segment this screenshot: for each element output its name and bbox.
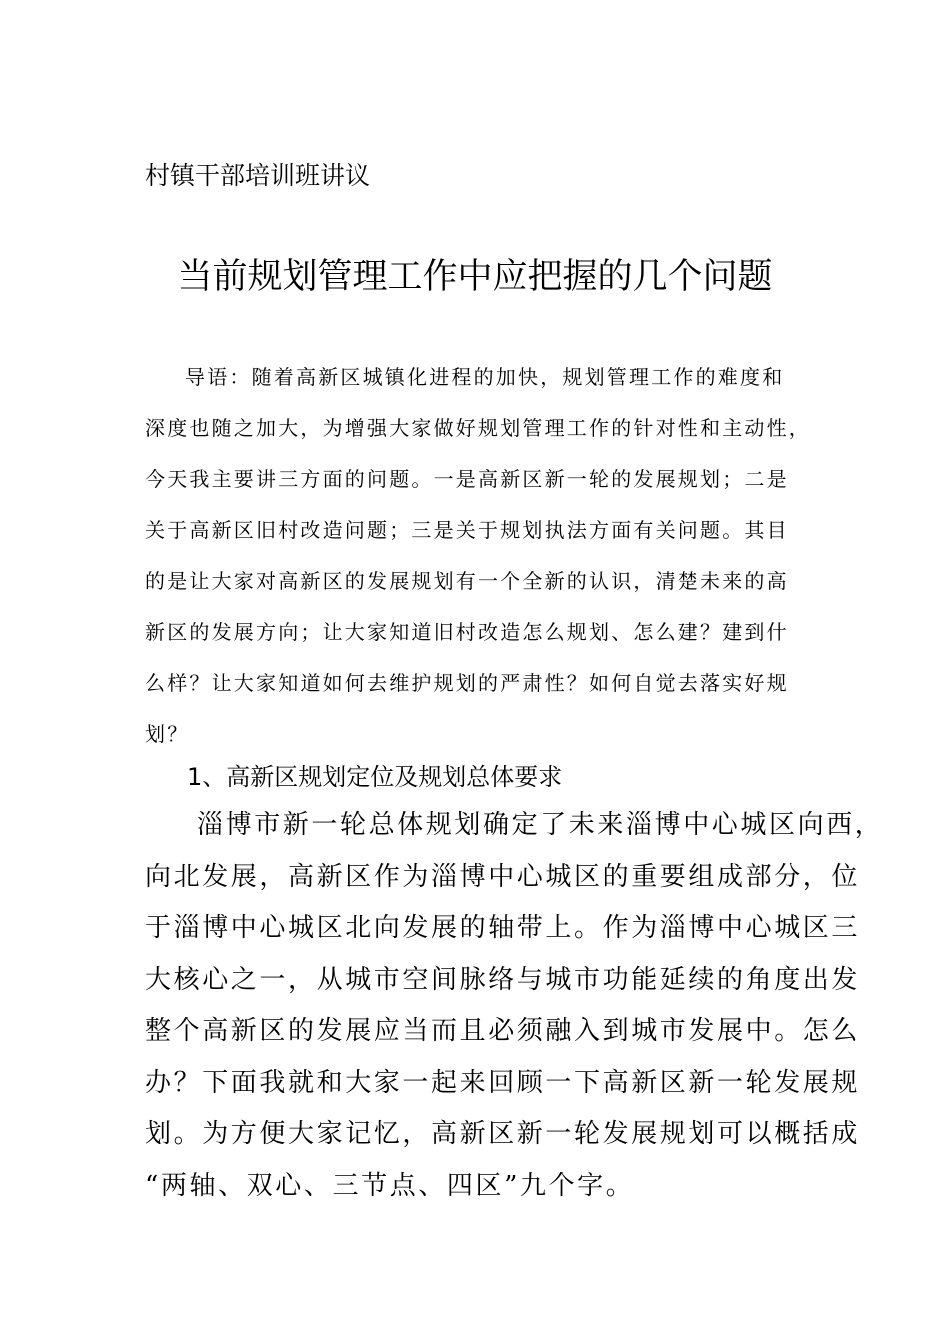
intro-line: 新区的发展方向；让大家知道旧村改造怎么规划、怎么建？建到什 [145, 620, 789, 644]
intro-paragraph [145, 357, 815, 765]
intro-line: 关于高新区旧村改造问题；三是关于规划执法方面有关问题。其目 [145, 518, 789, 542]
body-line: 划。为方便大家记忆，高新区新一轮发展规划可以概括成 [145, 1119, 861, 1149]
intro-line: 今天我主要讲三方面的问题。一是高新区新一轮的发展规划；二是 [145, 467, 789, 491]
body-line: 向北发展，高新区作为淄博中心城区的重要组成部分，位 [145, 861, 861, 892]
body-line: 办？下面我就和大家一起来回顾一下高新区新一轮发展规 [145, 1067, 861, 1098]
body-line: 于淄博中心城区北向发展的轴带上。作为淄博中心城区三 [145, 913, 861, 943]
document-subtitle: 村镇干部培训班讲议 [145, 161, 371, 190]
intro-line: 导语：随着高新区城镇化进程的加快，规划管理工作的难度和 [185, 365, 785, 389]
body-line: 大核心之一，从城市空间脉络与城市功能延续的角度出发 [145, 964, 861, 995]
section-heading: 1、高新区规划定位及规划总体要求 [187, 763, 563, 791]
intro-line: 的是让大家对高新区的发展规划有一个全新的认识，清楚未来的高 [145, 569, 789, 593]
body-paragraph [145, 803, 884, 1215]
body-line: “两轴、双心、三节点、四区”九个字。 [145, 1170, 635, 1201]
intro-line: 划？ [145, 722, 190, 746]
body-line: 整个高新区的发展应当而且必须融入到城市发展中。怎么 [145, 1016, 861, 1046]
document-title: 当前规划管理工作中应把握的几个问题 [177, 257, 773, 297]
body-line: 淄博市新一轮总体规划确定了未来淄博中心城区向西， [197, 810, 884, 840]
intro-line: 么样？让大家知道如何去维护规划的严肃性？如何自觉去落实好规 [145, 671, 789, 695]
intro-line: 深度也随之加大，为增强大家做好规划管理工作的针对性和主动性， [145, 416, 811, 440]
